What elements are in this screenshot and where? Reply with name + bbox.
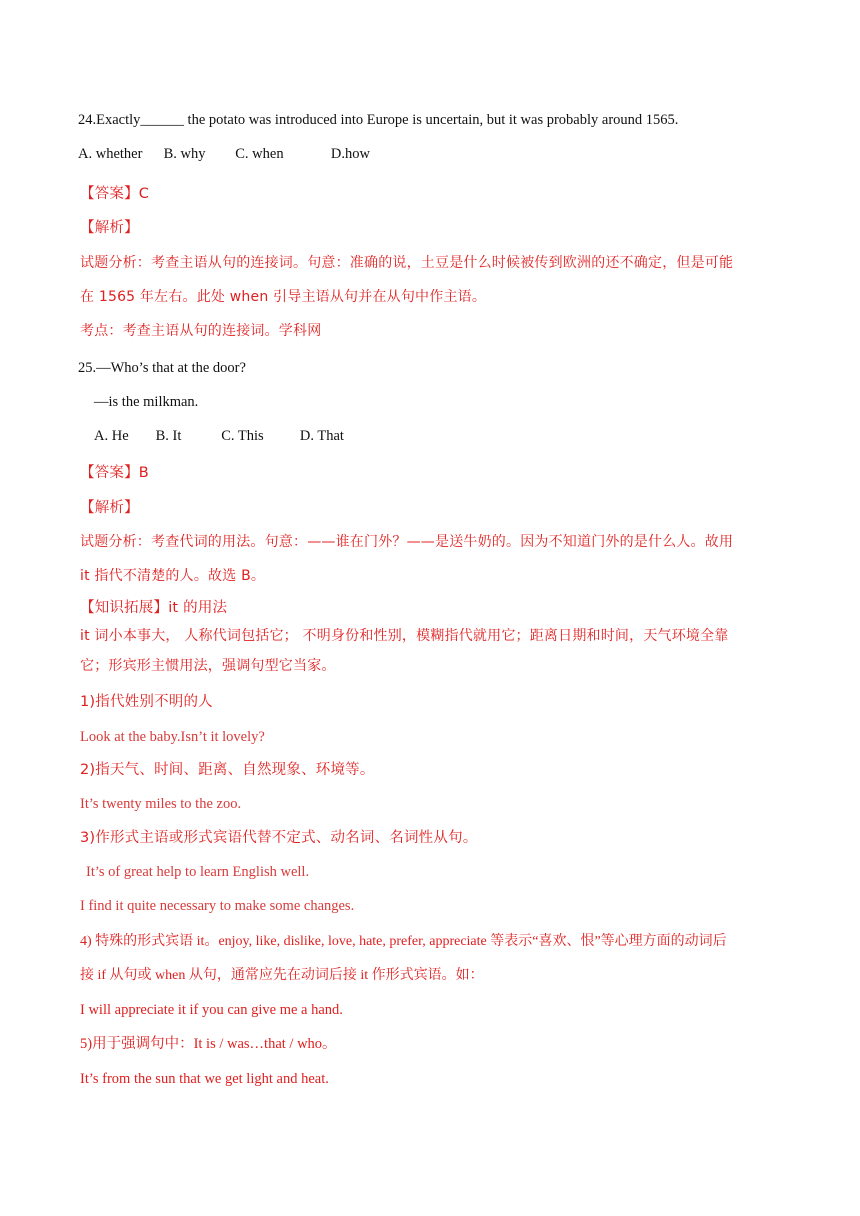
option-d: D.how: [330, 146, 370, 162]
usage-point-4-example: I will appreciate it if you can give me a hand.: [80, 1002, 343, 1018]
option-c: C. when: [235, 146, 284, 162]
question-24-analysis-line-2: 在 1565 年左右。此处 when 引导主语从句并在从句中作主语。: [80, 289, 487, 305]
usage-point-3-example-1: It’s of great help to learn English well.: [86, 864, 310, 880]
option-a: A. He: [94, 428, 129, 444]
usage-point-4-line-2: 接 if 从句或 when 从句，通常应先在动词后接 it 作形式宾语。如：: [80, 968, 484, 983]
usage-point-3-example-2: I find it quite necessary to make some changes.: [80, 898, 355, 914]
option-b: B. It: [155, 428, 182, 444]
question-24-exam-point: 考点：考查主语从句的连接词。学科网: [80, 323, 322, 339]
usage-point-4-line-1: 4) 特殊的形式宾语 it。enjoy, like, dislike, love, hate, prefer, appreciate 等表示“喜欢、恨”等心理方面的动词后: [80, 934, 727, 949]
usage-point-3: 3)作形式主语或形式宾语代替不定式、动名词、名词性从句。: [80, 830, 478, 846]
question-25-analysis-line-2: it 指代不清楚的人。故选 B。: [80, 568, 266, 584]
question-25-stem-1: 25.—Who’s that at the door?: [78, 360, 246, 376]
usage-point-5: 5)用于强调句中：It is / was…that / who。: [80, 1036, 337, 1052]
question-25-stem-2: —is the milkman.: [94, 394, 199, 410]
question-25-options: [94, 426, 344, 446]
question-24-stem: 24.Exactly______ the potato was introduced into Europe is uncertain, but it was probably around 1565.: [78, 112, 679, 128]
usage-point-1-example: Look at the baby.Isn’t it lovely?: [80, 729, 265, 745]
option-b: B. why: [163, 146, 206, 162]
question-24-analysis-line-1: 试题分析：考查主语从句的连接词。句意：准确的说，土豆是什么时候被传到欧洲的还不确定，但是可能: [80, 255, 734, 271]
usage-point-2: 2)指天气、时间、距离、自然现象、环境等。: [80, 762, 375, 778]
question-25-answer: 【答案】B: [80, 465, 149, 481]
question-24-analysis-heading: 【解析】: [80, 220, 139, 236]
usage-point-5-example: It’s from the sun that we get light and heat.: [80, 1071, 329, 1087]
knowledge-extension-line-1: it 词小本事大， 人称代词包括它； 不明身份和性别，模糊指代就用它；距离日期和时间，天气环境全靠: [80, 628, 729, 644]
question-24-answer: 【答案】C: [80, 186, 150, 202]
question-25-analysis-line-1: 试题分析：考查代词的用法。句意：——谁在门外？——是送牛奶的。因为不知道门外的是什么人。故用: [80, 534, 734, 550]
question-25-analysis-heading: 【解析】: [80, 500, 139, 516]
option-a: A. whether: [78, 146, 143, 162]
question-24-options: [78, 144, 370, 164]
option-d: D. That: [299, 428, 344, 444]
usage-point-2-example: It’s twenty miles to the zoo.: [80, 796, 242, 812]
knowledge-extension-heading: 【知识拓展】it 的用法: [80, 600, 228, 616]
option-c: C. This: [221, 428, 264, 444]
knowledge-extension-line-2: 它；形宾形主惯用法，强调句型它当家。: [80, 658, 336, 674]
usage-point-1: 1)指代姓别不明的人: [80, 694, 213, 710]
